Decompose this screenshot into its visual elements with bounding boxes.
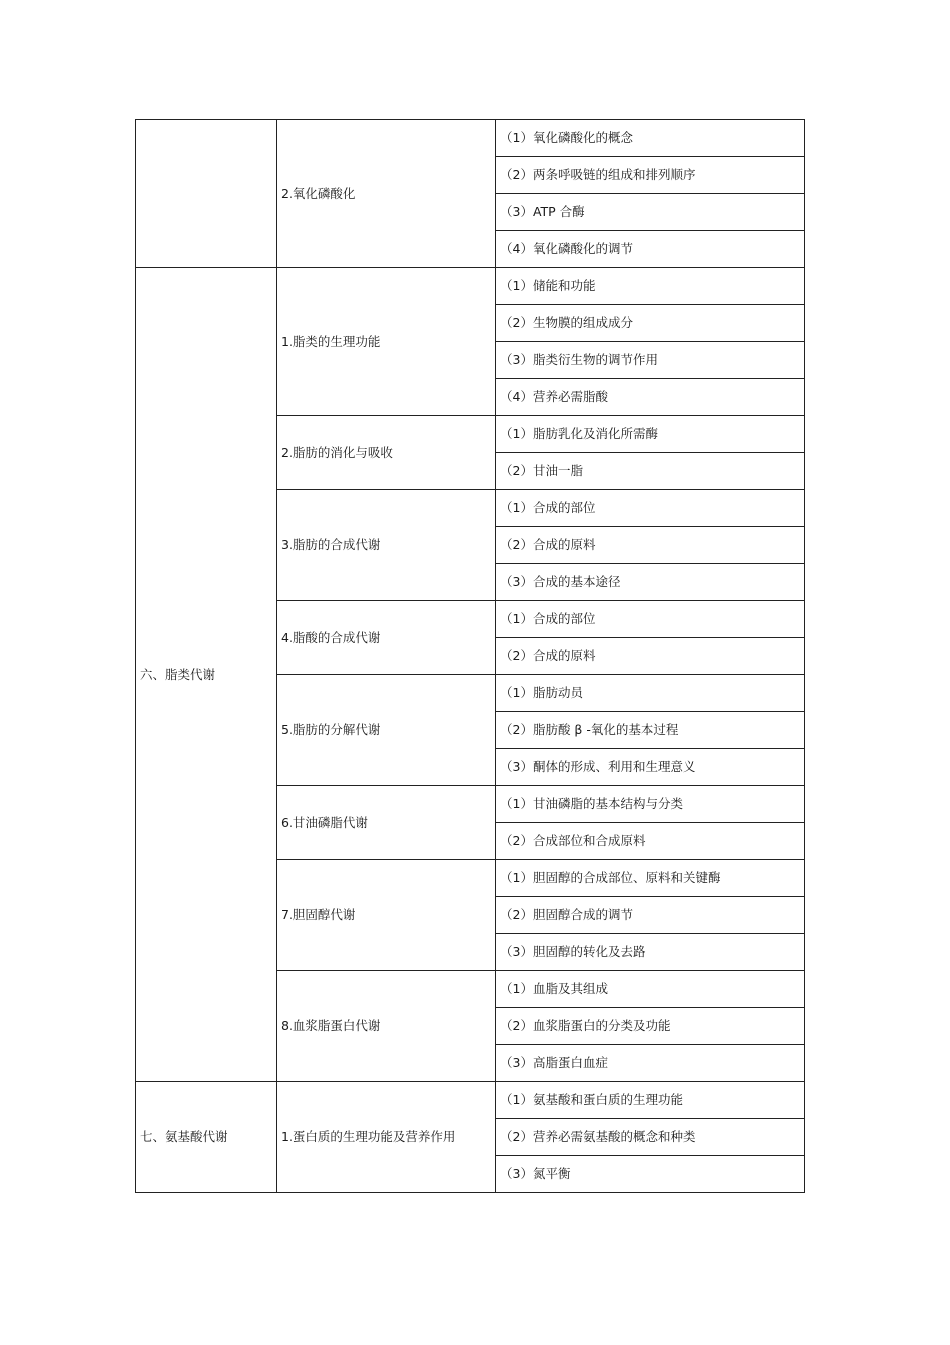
topic-title: 5.脂肪的分解代谢 [277,675,496,786]
topic-point: （2）两条呼吸链的组成和排列顺序 [496,157,805,194]
topic-title: 2.氧化磷酸化 [277,120,496,268]
topic-point: （4）营养必需脂酸 [496,379,805,416]
section-title [136,120,277,268]
topic-title: 3.脂肪的合成代谢 [277,490,496,601]
topic-title: 2.脂肪的消化与吸收 [277,416,496,490]
topic-point: （1）合成的部位 [496,601,805,638]
topic-title: 7.胆固醇代谢 [277,860,496,971]
topic-point: （2）营养必需氨基酸的概念和种类 [496,1119,805,1156]
topic-point: （1）储能和功能 [496,268,805,305]
topic-point: （3）合成的基本途径 [496,564,805,601]
topic-point: （3）ATP 合酶 [496,194,805,231]
topic-point: （2）甘油一脂 [496,453,805,490]
table-row [136,120,805,157]
topic-point: （1）甘油磷脂的基本结构与分类 [496,786,805,823]
topic-point: （2）合成的原料 [496,527,805,564]
topic-point: （3）高脂蛋白血症 [496,1045,805,1082]
topic-point: （1）血脂及其组成 [496,971,805,1008]
section-title: 六、脂类代谢 [136,268,277,1082]
topic-point: （1）脂肪动员 [496,675,805,712]
topic-point: （2）胆固醇合成的调节 [496,897,805,934]
topic-point: （3）氮平衡 [496,1156,805,1193]
topic-point: （1）氨基酸和蛋白质的生理功能 [496,1082,805,1119]
topic-point: （1）脂肪乳化及消化所需酶 [496,416,805,453]
topic-title: 4.脂酸的合成代谢 [277,601,496,675]
topic-point: （1）胆固醇的合成部位、原料和关键酶 [496,860,805,897]
topic-point: （2）脂肪酸 β -氧化的基本过程 [496,712,805,749]
topic-point: （1）氧化磷酸化的概念 [496,120,805,157]
syllabus-table [135,119,805,1193]
table-row [136,268,805,305]
topic-point: （3）脂类衍生物的调节作用 [496,342,805,379]
syllabus-table-body [136,120,805,1193]
topic-title: 1.蛋白质的生理功能及营养作用 [277,1082,496,1193]
topic-point: （3）酮体的形成、利用和生理意义 [496,749,805,786]
topic-point: （1）合成的部位 [496,490,805,527]
section-title: 七、氨基酸代谢 [136,1082,277,1193]
topic-point: （2）血浆脂蛋白的分类及功能 [496,1008,805,1045]
topic-title: 6.甘油磷脂代谢 [277,786,496,860]
topic-point: （2）合成的原料 [496,638,805,675]
topic-point: （2）合成部位和合成原料 [496,823,805,860]
topic-point: （3）胆固醇的转化及去路 [496,934,805,971]
topic-title: 8.血浆脂蛋白代谢 [277,971,496,1082]
topic-point: （4）氧化磷酸化的调节 [496,231,805,268]
table-row [136,1082,805,1119]
topic-point: （2）生物膜的组成成分 [496,305,805,342]
topic-title: 1.脂类的生理功能 [277,268,496,416]
